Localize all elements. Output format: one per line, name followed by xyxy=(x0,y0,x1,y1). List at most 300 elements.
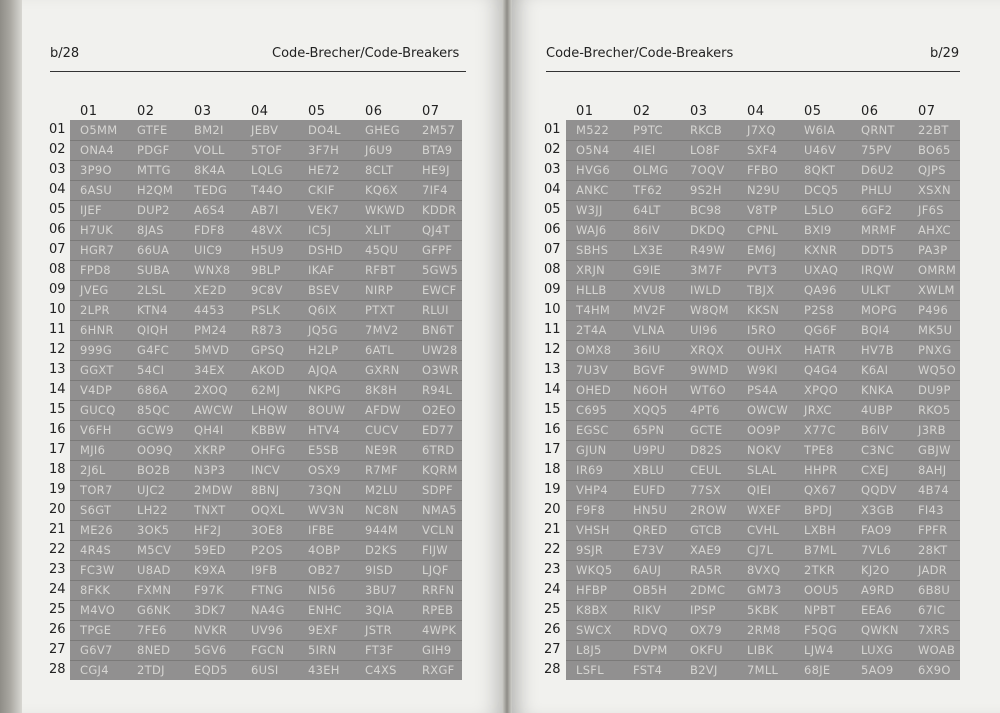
code-cell: ENHC xyxy=(308,603,342,617)
code-cell: 4B74 xyxy=(918,483,950,497)
code-cell: 5TOF xyxy=(251,143,283,157)
code-cell: ME26 xyxy=(80,523,114,537)
row-divider xyxy=(566,360,960,361)
code-cell: MTTG xyxy=(137,163,171,177)
code-cell: IC5J xyxy=(308,223,332,237)
row-divider xyxy=(566,140,960,141)
code-cell: 4WPK xyxy=(422,623,457,637)
code-cell: GCTE xyxy=(690,423,723,437)
code-cell: 6X9O xyxy=(918,663,951,677)
code-cell: 77SX xyxy=(690,483,722,497)
code-cell: BSEV xyxy=(308,283,340,297)
row-divider xyxy=(566,420,960,421)
code-cell: 7XRS xyxy=(918,623,950,637)
code-cell: SWCX xyxy=(576,623,612,637)
code-cell: PNXG xyxy=(918,343,952,357)
code-cell: FAO9 xyxy=(861,523,892,537)
code-cell: RA5R xyxy=(690,563,722,577)
page-title: Code-Brecher/Code-Breakers xyxy=(546,46,734,61)
code-cell: NC8N xyxy=(365,503,399,517)
code-cell: 2J6L xyxy=(80,463,106,477)
row-divider xyxy=(70,140,462,141)
page-number: b/29 xyxy=(930,46,960,61)
code-cell: VHSH xyxy=(576,523,610,537)
code-cell: 6GF2 xyxy=(861,203,893,217)
row-divider xyxy=(70,560,462,561)
row-number: 14 xyxy=(544,382,561,397)
row-divider xyxy=(70,200,462,201)
page-title: Code-Brecher/Code-Breakers xyxy=(272,46,460,61)
code-cell: PS4A xyxy=(747,383,778,397)
row-number: 22 xyxy=(544,542,561,557)
code-cell: 5KBK xyxy=(747,603,779,617)
column-header: 01 xyxy=(80,104,98,119)
row-number: 17 xyxy=(49,442,66,457)
code-cell: QRED xyxy=(633,523,668,537)
row-number: 12 xyxy=(49,342,66,357)
code-cell: LIBK xyxy=(747,643,774,657)
code-cell: 4R4S xyxy=(80,543,112,557)
code-cell: HFBP xyxy=(576,583,608,597)
row-divider xyxy=(566,520,960,521)
code-cell: XWLM xyxy=(918,283,955,297)
row-divider xyxy=(566,580,960,581)
code-cell: O3WR xyxy=(422,363,459,377)
code-cell: 54CI xyxy=(137,363,165,377)
code-cell: 5GW5 xyxy=(422,263,459,277)
row-number: 13 xyxy=(49,362,66,377)
code-cell: NI56 xyxy=(308,583,336,597)
code-cell: 7U3V xyxy=(576,363,609,377)
code-cell: JADR xyxy=(918,563,948,577)
code-cell: JQ5G xyxy=(308,323,338,337)
left-page xyxy=(22,0,502,713)
code-cell: M4VO xyxy=(80,603,116,617)
code-cell: GFPF xyxy=(422,243,453,257)
code-cell: IPSP xyxy=(690,603,716,617)
code-cell: K9XA xyxy=(194,563,226,577)
code-cell: 3M7F xyxy=(690,263,723,277)
code-cell: AWCW xyxy=(194,403,234,417)
row-number: 27 xyxy=(544,642,561,657)
row-divider xyxy=(70,240,462,241)
code-cell: UW28 xyxy=(422,343,458,357)
row-divider xyxy=(70,220,462,221)
code-cell: JSTR xyxy=(365,623,392,637)
code-cell: QX67 xyxy=(804,483,837,497)
row-divider xyxy=(566,540,960,541)
code-cell: X3GB xyxy=(861,503,895,517)
row-number: 16 xyxy=(49,422,66,437)
code-cell: MOPG xyxy=(861,303,898,317)
code-cell: GPSQ xyxy=(251,343,285,357)
code-cell: DDT5 xyxy=(861,243,895,257)
code-cell: F97K xyxy=(194,583,224,597)
code-cell: 86IV xyxy=(633,223,661,237)
code-cell: 8FKK xyxy=(80,583,111,597)
row-divider xyxy=(566,260,960,261)
code-cell: QH4I xyxy=(194,423,224,437)
code-cell: CKIF xyxy=(308,183,335,197)
code-cell: 45QU xyxy=(365,243,399,257)
code-cell: M5CV xyxy=(137,543,172,557)
code-cell: VLNA xyxy=(633,323,665,337)
code-cell: 73QN xyxy=(308,483,342,497)
code-cell: W8QM xyxy=(690,303,729,317)
code-cell: IWLD xyxy=(690,283,722,297)
code-cell: WV3N xyxy=(308,503,345,517)
code-cell: LJW4 xyxy=(804,643,834,657)
code-cell: D2KS xyxy=(365,543,398,557)
code-cell: XRJN xyxy=(576,263,606,277)
code-cell: HGR7 xyxy=(80,243,115,257)
code-cell: HV7B xyxy=(861,343,894,357)
code-cell: FPFR xyxy=(918,523,948,537)
row-divider xyxy=(70,320,462,321)
code-cell: TOR7 xyxy=(80,483,113,497)
code-cell: 75PV xyxy=(861,143,892,157)
code-cell: PM24 xyxy=(194,323,227,337)
row-number: 10 xyxy=(544,302,561,317)
code-cell: 3P9O xyxy=(80,163,112,177)
code-cell: RFBT xyxy=(365,263,396,277)
row-divider xyxy=(70,440,462,441)
code-cell: 3BU7 xyxy=(365,583,398,597)
row-divider xyxy=(70,600,462,601)
row-number: 27 xyxy=(49,642,66,657)
code-cell: IJEF xyxy=(80,203,102,217)
code-cell: ANKC xyxy=(576,183,609,197)
code-cell: S6GT xyxy=(80,503,112,517)
column-header: 05 xyxy=(308,104,326,119)
code-cell: QA96 xyxy=(804,283,837,297)
code-cell: 7IF4 xyxy=(422,183,448,197)
row-divider xyxy=(566,220,960,221)
code-cell: OB27 xyxy=(308,563,341,577)
code-cell: JEBV xyxy=(251,123,279,137)
code-cell: XSXN xyxy=(918,183,951,197)
code-cell: 4UBP xyxy=(861,403,893,417)
row-number: 28 xyxy=(544,662,561,677)
code-cell: FIJW xyxy=(422,543,448,557)
row-number: 15 xyxy=(544,402,561,417)
code-cell: LJQF xyxy=(422,563,449,577)
code-cell: KNKA xyxy=(861,383,894,397)
code-cell: 6ATL xyxy=(365,343,394,357)
row-divider xyxy=(566,560,960,561)
code-cell: 9SJR xyxy=(576,543,604,557)
code-cell: UXAQ xyxy=(804,263,839,277)
code-cell: CGJ4 xyxy=(80,663,109,677)
code-cell: OHED xyxy=(576,383,612,397)
code-cell: JRXC xyxy=(804,403,832,417)
row-divider xyxy=(70,300,462,301)
code-cell: V6FH xyxy=(80,423,112,437)
code-cell: 8VXQ xyxy=(747,563,781,577)
code-cell: BO2B xyxy=(137,463,171,477)
code-cell: EUFD xyxy=(633,483,666,497)
code-cell: HLLB xyxy=(576,283,607,297)
code-cell: 2XOQ xyxy=(194,383,228,397)
row-divider xyxy=(70,400,462,401)
row-number: 26 xyxy=(49,622,66,637)
row-number: 28 xyxy=(49,662,66,677)
code-cell: CPNL xyxy=(747,223,779,237)
code-cell: 22BT xyxy=(918,123,949,137)
code-cell: LH22 xyxy=(137,503,168,517)
code-cell: CEUL xyxy=(690,463,722,477)
code-cell: 85QC xyxy=(137,403,170,417)
code-grid xyxy=(566,120,960,680)
code-cell: AHXC xyxy=(918,223,951,237)
code-cell: WKQ5 xyxy=(576,563,613,577)
code-cell: 64LT xyxy=(633,203,661,217)
code-cell: 3OE8 xyxy=(251,523,284,537)
column-header: 06 xyxy=(365,104,383,119)
code-cell: WOAB xyxy=(918,643,956,657)
code-cell: RKCB xyxy=(690,123,723,137)
row-number: 19 xyxy=(49,482,66,497)
code-cell: 68JE xyxy=(804,663,831,677)
code-cell: 7OQV xyxy=(690,163,725,177)
code-cell: P9TC xyxy=(633,123,663,137)
row-number: 05 xyxy=(544,202,561,217)
code-cell: FXMN xyxy=(137,583,172,597)
code-cell: Q6IX xyxy=(308,303,337,317)
code-cell: 9BLP xyxy=(251,263,281,277)
code-cell: KQ6X xyxy=(365,183,398,197)
code-cell: K6AI xyxy=(861,363,889,377)
row-divider xyxy=(70,420,462,421)
code-cell: DSHD xyxy=(308,243,343,257)
row-number: 05 xyxy=(49,202,66,217)
code-cell: VOLL xyxy=(194,143,225,157)
row-number: 11 xyxy=(49,322,66,337)
code-cell: 28KT xyxy=(918,543,948,557)
row-divider xyxy=(70,480,462,481)
code-cell: L5LO xyxy=(804,203,834,217)
code-cell: 2LPR xyxy=(80,303,110,317)
code-cell: XRQX xyxy=(690,343,724,357)
code-cell: EEA6 xyxy=(861,603,892,617)
row-divider xyxy=(566,160,960,161)
row-divider xyxy=(70,460,462,461)
code-cell: MK5U xyxy=(918,323,953,337)
code-cell: OQXL xyxy=(251,503,285,517)
code-cell: 6HNR xyxy=(80,323,114,337)
row-divider xyxy=(70,580,462,581)
code-cell: XBLU xyxy=(633,463,665,477)
code-cell: OWCW xyxy=(747,403,789,417)
code-cell: 2TKR xyxy=(804,563,836,577)
code-cell: U46V xyxy=(804,143,837,157)
code-cell: T4HM xyxy=(576,303,611,317)
row-number: 15 xyxy=(49,402,66,417)
row-number: 06 xyxy=(544,222,561,237)
row-number: 02 xyxy=(49,142,66,157)
code-cell: 62MJ xyxy=(251,383,281,397)
code-cell: NVKR xyxy=(194,623,228,637)
code-cell: ED77 xyxy=(422,423,454,437)
code-cell: KKSN xyxy=(747,303,780,317)
row-divider xyxy=(566,500,960,501)
row-number: 13 xyxy=(544,362,561,377)
row-divider xyxy=(566,660,960,661)
code-cell: DU9P xyxy=(918,383,951,397)
code-cell: FGCN xyxy=(251,643,285,657)
code-cell: OO9Q xyxy=(137,443,173,457)
row-number: 21 xyxy=(49,522,66,537)
code-cell: IFBE xyxy=(308,523,335,537)
code-cell: 8OUW xyxy=(308,403,346,417)
code-cell: HE72 xyxy=(308,163,340,177)
row-divider xyxy=(566,460,960,461)
code-cell: 6USI xyxy=(251,663,279,677)
code-cell: VHP4 xyxy=(576,483,608,497)
code-cell: W3JJ xyxy=(576,203,603,217)
row-number: 10 xyxy=(49,302,66,317)
code-cell: 6AUJ xyxy=(633,563,662,577)
row-divider xyxy=(566,200,960,201)
code-cell: 2TDJ xyxy=(137,663,165,677)
code-cell: PTXT xyxy=(365,303,395,317)
code-cell: A6S4 xyxy=(194,203,225,217)
code-cell: 2RM8 xyxy=(747,623,781,637)
code-cell: J7XQ xyxy=(747,123,776,137)
row-number: 24 xyxy=(544,582,561,597)
code-cell: QRNT xyxy=(861,123,895,137)
code-cell: KQRM xyxy=(422,463,458,477)
code-cell: B7ML xyxy=(804,543,837,557)
row-divider xyxy=(566,240,960,241)
row-divider xyxy=(566,380,960,381)
code-cell: OHFG xyxy=(251,443,286,457)
code-cell: OLMG xyxy=(633,163,669,177)
code-cell: HE9J xyxy=(422,163,450,177)
column-header: 05 xyxy=(804,104,822,119)
code-cell: N6OH xyxy=(633,383,668,397)
code-cell: E5SB xyxy=(308,443,339,457)
column-header: 03 xyxy=(690,104,708,119)
code-cell: GUCQ xyxy=(80,403,116,417)
code-cell: RXGF xyxy=(422,663,455,677)
code-cell: 9WMD xyxy=(690,363,729,377)
row-divider xyxy=(566,300,960,301)
code-cell: O5N4 xyxy=(576,143,610,157)
code-grid xyxy=(70,120,462,680)
code-cell: 5GV6 xyxy=(194,643,227,657)
code-cell: TPGE xyxy=(80,623,112,637)
code-cell: 9C8V xyxy=(251,283,283,297)
row-number: 24 xyxy=(49,582,66,597)
code-cell: IR69 xyxy=(576,463,604,477)
code-cell: 2M57 xyxy=(422,123,456,137)
row-number: 06 xyxy=(49,222,66,237)
code-cell: RLUI xyxy=(422,303,449,317)
code-cell: 59ED xyxy=(194,543,226,557)
row-number: 08 xyxy=(49,262,66,277)
row-number: 25 xyxy=(49,602,66,617)
code-cell: 8JAS xyxy=(137,223,164,237)
code-cell: BTA9 xyxy=(422,143,453,157)
code-cell: 5IRN xyxy=(308,643,337,657)
code-cell: KJ2O xyxy=(861,563,890,577)
code-cell: 6B8U xyxy=(918,583,951,597)
code-cell: VCLN xyxy=(422,523,455,537)
code-cell: WNX8 xyxy=(194,263,231,277)
code-cell: NMA5 xyxy=(422,503,457,517)
code-cell: H5U9 xyxy=(251,243,284,257)
row-number: 23 xyxy=(544,562,561,577)
code-cell: TEDG xyxy=(194,183,228,197)
code-cell: 43EH xyxy=(308,663,340,677)
code-cell: U8AD xyxy=(137,563,171,577)
code-cell: 999G xyxy=(80,343,113,357)
code-cell: XLIT xyxy=(365,223,391,237)
code-cell: DVPM xyxy=(633,643,668,657)
code-cell: 8K8H xyxy=(365,383,398,397)
code-cell: J6U9 xyxy=(365,143,393,157)
code-cell: GGXT xyxy=(80,363,114,377)
code-cell: QG6F xyxy=(804,323,838,337)
code-cell: H2QM xyxy=(137,183,174,197)
code-cell: QQDV xyxy=(861,483,897,497)
code-cell: KDDR xyxy=(422,203,457,217)
code-cell: CUCV xyxy=(365,423,399,437)
code-cell: 4453 xyxy=(194,303,225,317)
code-cell: TBJX xyxy=(747,283,775,297)
row-divider xyxy=(70,660,462,661)
row-divider xyxy=(70,540,462,541)
code-cell: QWKN xyxy=(861,623,899,637)
code-cell: OX79 xyxy=(690,623,723,637)
code-cell: O2EO xyxy=(422,403,456,417)
code-cell: QIQH xyxy=(137,323,169,337)
row-number: 26 xyxy=(544,622,561,637)
code-cell: PSLK xyxy=(251,303,281,317)
code-cell: OUHX xyxy=(747,343,783,357)
code-cell: DCQ5 xyxy=(804,183,839,197)
code-cell: 48VX xyxy=(251,223,283,237)
code-cell: 6TRD xyxy=(422,443,455,457)
row-divider xyxy=(566,180,960,181)
code-cell: 65PN xyxy=(633,423,665,437)
code-cell: G6NK xyxy=(137,603,171,617)
column-header: 01 xyxy=(576,104,594,119)
code-cell: 2MDW xyxy=(194,483,233,497)
code-cell: HHPR xyxy=(804,463,838,477)
code-cell: X77C xyxy=(804,423,836,437)
code-cell: 944M xyxy=(365,523,399,537)
code-cell: PVT3 xyxy=(747,263,778,277)
code-cell: EM6J xyxy=(747,243,777,257)
code-cell: OMRM xyxy=(918,263,957,277)
row-number: 02 xyxy=(544,142,561,157)
row-number: 21 xyxy=(544,522,561,537)
code-cell: 8AHJ xyxy=(918,463,947,477)
code-cell: GBJW xyxy=(918,443,951,457)
code-cell: 4PT6 xyxy=(690,403,720,417)
code-cell: SXF4 xyxy=(747,143,778,157)
code-cell: XKRP xyxy=(194,443,226,457)
code-cell: 4OBP xyxy=(308,543,341,557)
code-cell: CXEJ xyxy=(861,463,889,477)
code-cell: D82S xyxy=(690,443,722,457)
code-cell: W6IA xyxy=(804,123,836,137)
code-cell: FC3W xyxy=(80,563,115,577)
code-cell: AKOD xyxy=(251,363,285,377)
code-cell: 9ISD xyxy=(365,563,394,577)
